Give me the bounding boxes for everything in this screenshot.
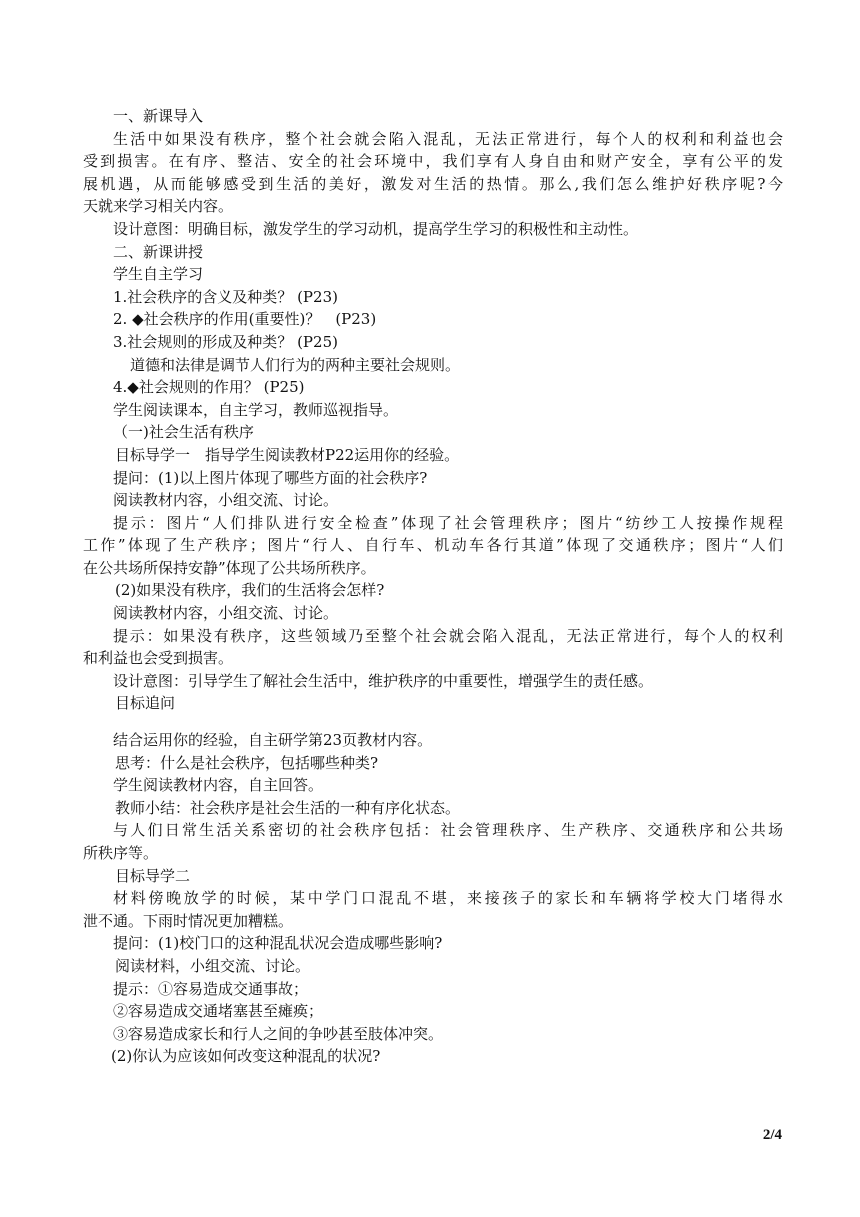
summary-line: 与人们日常生活关系密切的社会秩序包括：社会管理秩序、生产秩序、交通秩序和公共场: [113, 821, 783, 840]
paragraph-line: 展机遇，从而能够感受到生活的美好，激发对生活的热情。那么,我们怎么维护好秩序呢?今: [83, 174, 783, 193]
question-item-3: 3.社会规则的形成及种类？ (P25): [113, 332, 338, 351]
hint-line: 和利益也会受到损害。: [83, 649, 234, 668]
summary-line: 教师小结：社会秩序是社会生活的一种有序化状态。: [115, 798, 461, 817]
instruction-line: 学生阅读课本，自主学习，教师巡视指导。: [113, 400, 399, 419]
activity-line: 阅读教材内容，小组交流、讨论。: [113, 604, 339, 623]
activity-line: 阅读材料，小组交流、讨论。: [115, 956, 311, 975]
question-line: 提问：(1)校门口的这种混乱状况会造成哪些影响?: [113, 934, 443, 953]
material-line: 泄不通。下雨时情况更加糟糕。: [83, 911, 294, 930]
question-line: 思考：什么是社会秩序，包括哪些种类?: [115, 753, 379, 772]
hint-line: 工作”体现了生产秩序；图片“行人、自行车、机动车各行其道”体现了交通秩序；图片“人们: [83, 536, 783, 555]
hint-line: ③容易造成家长和行人之间的争吵甚至肢体冲突。: [113, 1024, 444, 1043]
summary-line: 所秩序等。: [83, 844, 159, 862]
spacer: [83, 715, 783, 729]
hint-line: 在公共场所保持安静”体现了公共场所秩序。: [83, 558, 376, 577]
activity-line: 学生阅读教材内容，自主回答。: [113, 776, 324, 795]
goal-line: 目标导学一 指导学生阅读教材P22运用你的经验。: [115, 445, 460, 464]
question-item-1: 1.社会秩序的含义及种类？ (P23): [113, 287, 338, 306]
paragraph-line: 天就来学习相关内容。: [83, 197, 234, 216]
section-heading-lecture: 二、新课讲授: [113, 242, 204, 261]
question-line: (2)你认为应该如何改变这种混乱的状况?: [111, 1047, 381, 1066]
question-item-4: 4.◆社会规则的作用？ (P25): [113, 378, 305, 397]
section-heading-intro: 一、新课导入: [113, 107, 204, 125]
activity-line: 阅读教材内容，小组交流、讨论。: [113, 491, 339, 510]
paragraph-line: 生活中如果没有秩序，整个社会就会陷入混乱，无法正常进行，每个人的权利和利益也会: [113, 129, 783, 148]
material-line: 材料傍晚放学的时候，某中学门口混乱不堪，来接孩子的家长和车辆将学校大门堵得水: [113, 889, 783, 908]
paragraph-line: 受到损害。在有序、整洁、安全的社会环境中，我们享有人身自由和财产安全，享有公平的发: [83, 152, 783, 171]
question-item-2: 2. ◆社会秩序的作用(重要性)？ (P23): [113, 310, 377, 329]
hint-line: 提示：图片“人们排队进行安全检查”体现了社会管理秩序；图片“纺纱工人按操作规程: [113, 513, 783, 532]
question-line: (2)如果没有秩序，我们的生活将会怎样?: [115, 581, 385, 600]
hint-line: 提示：如果没有秩序，这些领域乃至整个社会就会陷入混乱，无法正常进行，每个人的权利: [113, 626, 783, 645]
goal-line: 目标追问: [115, 694, 176, 713]
document-body: [83, 105, 783, 1068]
design-intent-line: 设计意图：明确目标，激发学生的学习动机，提高学生学习的积极性和主动性。: [113, 219, 639, 238]
question-line: 提问：(1)以上图片体现了哪些方面的社会秩序?: [113, 468, 428, 487]
goal-line: 目标导学二: [115, 866, 191, 885]
hint-line: ②容易造成交通堵塞甚至瘫痪；: [113, 1002, 324, 1021]
hint-line: 提示：①容易造成交通事故；: [113, 979, 309, 998]
subsection-heading: （一)社会生活有秩序: [113, 423, 254, 442]
subheading-self-study: 学生自主学习: [113, 265, 204, 284]
rule-note-line: 道德和法律是调节人们行为的两种主要社会规则。: [130, 355, 461, 374]
page-number: 2/4: [762, 1127, 782, 1143]
paragraph-line: 结合运用你的经验，自主研学第23页教材内容。: [113, 731, 433, 750]
design-intent-line: 设计意图：引导学生了解社会生活中，维护秩序的中重要性，增强学生的责任感。: [113, 671, 654, 690]
